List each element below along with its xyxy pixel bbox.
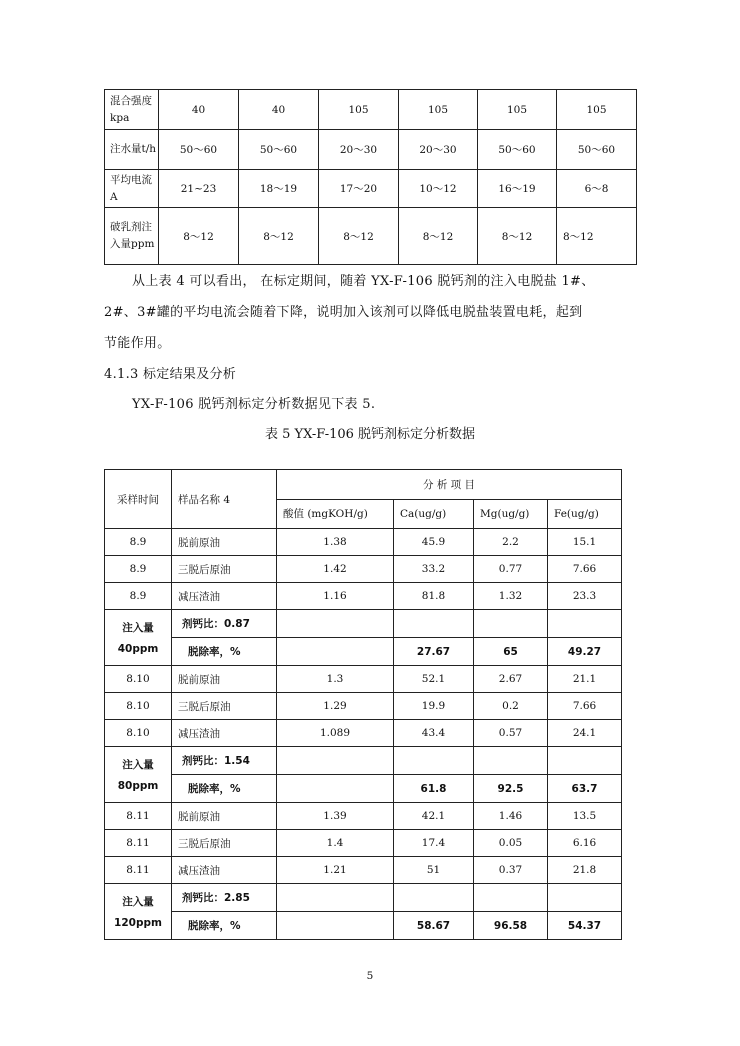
paragraph-line: 2#、3#罐的平均电流会随着下降，说明加入该剂可以降低电脱盐装置电耗，起到 (104, 305, 583, 320)
acid-value: 1.42 (277, 556, 394, 583)
empty-cell (394, 747, 474, 775)
table-cell: 8～12 (319, 208, 399, 265)
row-label-water-injection: 注水量t/h (105, 130, 159, 170)
ca-value: 42.1 (394, 803, 474, 830)
table-cell: 40 (159, 90, 239, 130)
ca-value: 43.4 (394, 720, 474, 747)
acid-value: 1.21 (277, 857, 394, 884)
fe-value: 7.66 (548, 556, 622, 583)
table-cell: 8～12 (239, 208, 319, 265)
mg-value: 1.32 (474, 583, 548, 610)
table-cell: 50～60 (159, 130, 239, 170)
table-cell: 8～12 (478, 208, 557, 265)
header-fe: Fe(ug/g) (548, 499, 622, 529)
fe-removal: 63.7 (548, 775, 622, 803)
mg-value: 1.46 (474, 803, 548, 830)
mg-value: 0.57 (474, 720, 548, 747)
fe-value: 21.1 (548, 666, 622, 693)
fe-value: 24.1 (548, 720, 622, 747)
table-row (105, 666, 622, 693)
fe-removal: 54.37 (548, 912, 622, 940)
sample-name: 减压渣油 (172, 857, 277, 884)
ca-value: 17.4 (394, 830, 474, 857)
acid-value: 1.089 (277, 720, 394, 747)
table-cell: 105 (478, 90, 557, 130)
table-row (105, 556, 622, 583)
header-analysis-items: 分 析 项 目 (277, 470, 622, 500)
fe-value: 6.16 (548, 830, 622, 857)
empty-cell (394, 610, 474, 638)
acid-value: 1.16 (277, 583, 394, 610)
sample-name: 减压渣油 (172, 720, 277, 747)
agent-ratio: 剂钙比：2.85 (172, 884, 277, 912)
mg-value: 0.77 (474, 556, 548, 583)
table-cell: 6～8 (557, 170, 637, 208)
ca-value: 51 (394, 857, 474, 884)
table-cell: 20～30 (399, 130, 478, 170)
header-sample-time: 采样时间 (105, 470, 172, 529)
dose-label: 注入量 (122, 759, 154, 771)
header-mg: Mg(ug/g) (474, 499, 548, 529)
empty-cell (474, 884, 548, 912)
acid-value: 1.29 (277, 693, 394, 720)
ca-value: 45.9 (394, 529, 474, 556)
paragraph-line: YX-F-106 脱钙剂标定分析数据见下表 5. (132, 397, 376, 412)
agent-ratio: 剂钙比：1.54 (172, 747, 277, 775)
table-cell: 50～60 (557, 130, 637, 170)
table-4 (104, 89, 637, 265)
empty-cell (548, 610, 622, 638)
empty-cell (277, 775, 394, 803)
table-cell: 20～30 (319, 130, 399, 170)
mg-removal: 96.58 (474, 912, 548, 940)
ca-value: 81.8 (394, 583, 474, 610)
empty-cell (394, 884, 474, 912)
header-sample-name: 样品名称 4 (172, 470, 277, 529)
mg-value: 0.2 (474, 693, 548, 720)
fe-value: 23.3 (548, 583, 622, 610)
ca-removal: 27.67 (394, 638, 474, 666)
sample-time: 8.9 (105, 583, 172, 610)
table-row (105, 208, 637, 265)
mg-value: 2.2 (474, 529, 548, 556)
header-acid-value: 酸值 (mgKOH/g) (277, 499, 394, 529)
table-cell: 8～12 (159, 208, 239, 265)
table-cell: 10～12 (399, 170, 478, 208)
paragraph-line: 节能作用。 (104, 336, 171, 351)
empty-cell (474, 747, 548, 775)
sample-name: 减压渣油 (172, 583, 277, 610)
table-cell: 8～12 (399, 208, 478, 265)
row-label-demulsifier-dose: 破乳剂注入量ppm (105, 208, 159, 265)
ca-removal: 58.67 (394, 912, 474, 940)
mg-value: 2.67 (474, 666, 548, 693)
empty-cell (277, 610, 394, 638)
removal-label: 脱除率，% (172, 775, 277, 803)
table-header-row (105, 470, 622, 500)
mg-removal: 65 (474, 638, 548, 666)
summary-row (105, 747, 622, 775)
table-row (105, 170, 637, 208)
summary-row (105, 610, 622, 638)
sample-name: 脱前原油 (172, 803, 277, 830)
empty-cell (277, 638, 394, 666)
removal-label: 脱除率，% (172, 912, 277, 940)
table-cell: 18～19 (239, 170, 319, 208)
page-number: 5 (366, 970, 374, 982)
sample-name: 脱前原油 (172, 666, 277, 693)
table-row (105, 529, 622, 556)
summary-row (105, 884, 622, 912)
mg-value: 0.37 (474, 857, 548, 884)
table-5 (104, 469, 622, 940)
table-row (105, 90, 637, 130)
paragraph-line: 从上表 4 可以看出， 在标定期间，随着 YX-F-106 脱钙剂的注入电脱盐 1#、 (132, 274, 595, 289)
dose-value: 40ppm (117, 643, 159, 655)
table-cell: 50～60 (478, 130, 557, 170)
dose-label: 注入量 (122, 896, 154, 908)
sample-name: 三脱后原油 (172, 830, 277, 857)
sample-name: 脱前原油 (172, 529, 277, 556)
empty-cell (548, 884, 622, 912)
table-row (105, 693, 622, 720)
section-heading: 4.1.3 标定结果及分析 (104, 367, 237, 382)
dose-value: 80ppm (117, 780, 159, 792)
mg-value: 0.05 (474, 830, 548, 857)
sample-time: 8.10 (105, 666, 172, 693)
dose-cell (105, 610, 172, 666)
fe-value: 15.1 (548, 529, 622, 556)
table-cell: 16～19 (478, 170, 557, 208)
dose-label: 注入量 (122, 622, 154, 634)
ca-removal: 61.8 (394, 775, 474, 803)
dose-value: 120ppm (114, 917, 162, 929)
sample-time: 8.11 (105, 830, 172, 857)
table-cell: 17～20 (319, 170, 399, 208)
table-cell: 105 (319, 90, 399, 130)
sample-time: 8.11 (105, 803, 172, 830)
empty-cell (548, 747, 622, 775)
table-cell: 105 (399, 90, 478, 130)
ca-value: 52.1 (394, 666, 474, 693)
ca-value: 19.9 (394, 693, 474, 720)
agent-ratio: 剂钙比：0.87 (172, 610, 277, 638)
table-caption: 表 5 YX-F-106 脱钙剂标定分析数据 (264, 427, 476, 442)
acid-value: 1.3 (277, 666, 394, 693)
summary-row (105, 912, 622, 940)
fe-value: 21.8 (548, 857, 622, 884)
empty-cell (277, 884, 394, 912)
table-cell: 8～12 (557, 208, 637, 265)
summary-row (105, 638, 622, 666)
empty-cell (277, 747, 394, 775)
table-row (105, 803, 622, 830)
table-row (105, 583, 622, 610)
fe-value: 7.66 (548, 693, 622, 720)
acid-value: 1.38 (277, 529, 394, 556)
fe-value: 13.5 (548, 803, 622, 830)
mg-removal: 92.5 (474, 775, 548, 803)
row-label-mixing-strength: 混合强度kpa (105, 90, 159, 130)
table-row (105, 857, 622, 884)
header-ca: Ca(ug/g) (394, 499, 474, 529)
sample-time: 8.10 (105, 720, 172, 747)
table-cell: 105 (557, 90, 637, 130)
sample-time: 8.10 (105, 693, 172, 720)
sample-time: 8.9 (105, 556, 172, 583)
table-row (105, 830, 622, 857)
table-cell: 50～60 (239, 130, 319, 170)
row-label-average-current: 平均电流A (105, 170, 159, 208)
sample-time: 8.11 (105, 857, 172, 884)
acid-value: 1.39 (277, 803, 394, 830)
removal-label: 脱除率，% (172, 638, 277, 666)
fe-removal: 49.27 (548, 638, 622, 666)
table-row (105, 130, 637, 170)
dose-cell (105, 884, 172, 940)
sample-name: 三脱后原油 (172, 556, 277, 583)
empty-cell (474, 610, 548, 638)
summary-row (105, 775, 622, 803)
sample-time: 8.9 (105, 529, 172, 556)
dose-cell (105, 747, 172, 803)
table-cell: 21~23 (159, 170, 239, 208)
table-cell: 40 (239, 90, 319, 130)
sample-name: 三脱后原油 (172, 693, 277, 720)
table-row (105, 720, 622, 747)
ca-value: 33.2 (394, 556, 474, 583)
empty-cell (277, 912, 394, 940)
acid-value: 1.4 (277, 830, 394, 857)
